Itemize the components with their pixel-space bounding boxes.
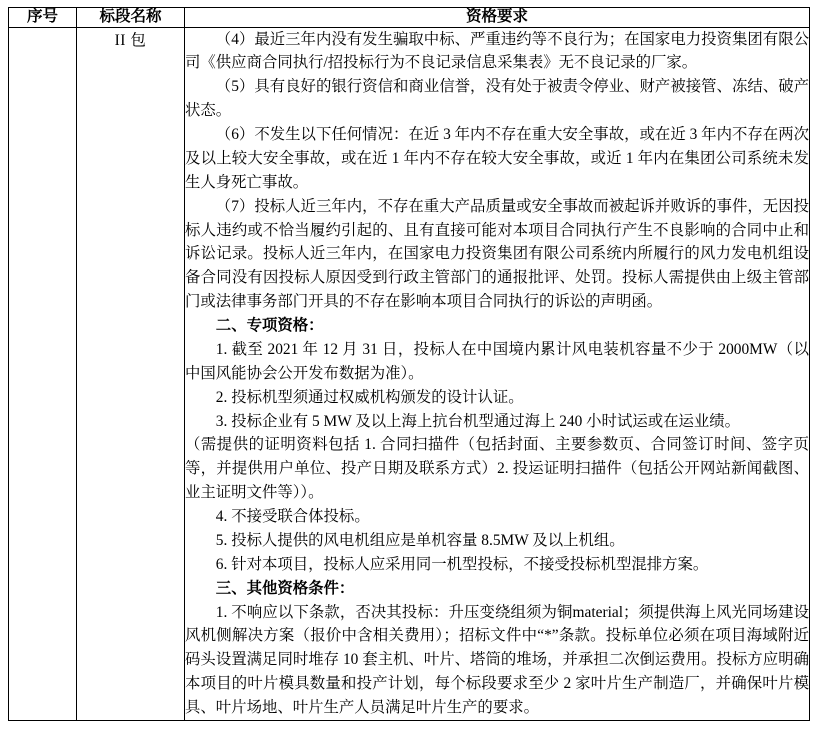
qualification-paragraph: 1. 不响应以下条款，否决其投标：升压变绕组须为铜material；须提供海上风光同场建设风机侧解决方案（报价中含相关费用）；招标文件中“*”条款。投标单位必须在项目海域附近码头设置满足同时堆存 10 套主机、叶片、塔筒的堆场，并承担二次倒运费用。投标方应明确本项目的叶片模具数量和投产计划，每个标段要求至少 2 家叶片生产制造厂，并确保叶片模具、叶片场地、叶片生产人员满足叶片生产的要求。	[185, 603, 809, 717]
qualification-section-heading: 二、专项资格：	[215, 317, 324, 335]
qualification-paragraph: （7）投标人近三年内，不存在重大产品质量或安全事故而被起诉并败诉的事件，无因投标人违约或不恰当履约引起的、且有直接可能对本项目合同执行产生不良影响的合同中止和诉讼记录。投标人近三年内，在国家电力投资集团有限公司系统内所履行的风力发电机组设备合同没有因投标人原因受到行政主管部门的通报批评、处罚。投标人需提供由上级主管部门或法律事务部门开具的不存在影响本项目合同执行的诉讼的声明函。	[185, 197, 809, 311]
qualification-paragraph: 2. 投标机型须通过权威机构颁发的设计认证。	[215, 388, 524, 406]
cell-index	[9, 27, 77, 720]
qualification-paragraph: 3. 投标企业有 5 MW 及以上海上抗台机型通过海上 240 小时试运或在运业绩。	[215, 412, 741, 430]
column-header-index: 序号	[9, 8, 77, 28]
cell-qualification-content	[185, 27, 810, 720]
qualification-paragraph: 4. 不接受联合体投标。	[215, 508, 370, 526]
qualification-paragraph: 6. 针对本项目，投标人应采用同一机型投标，不接受投标机型混排方案。	[215, 555, 709, 573]
qualification-paragraph: （4）最近三年内没有发生骗取中标、严重违约等不良行为；在国家电力投资集团有限公司《供应商合同执行/招投标行为不良记录信息采集表》无不良记录的厂家。	[185, 30, 809, 72]
qualification-paragraph-list	[185, 28, 809, 720]
qualification-section-heading: 三、其他资格条件：	[215, 579, 355, 597]
table-header-row	[9, 8, 810, 28]
qualification-paragraph: 1. 截至 2021 年 12 月 31 日，投标人在中国境内累计风电装机容量不少于 2000MW（以中国风能协会公开发布数据为准）。	[185, 340, 809, 382]
qualification-paragraph: （6）不发生以下任何情况：在近 3 年内不存在重大安全事故，或在近 3 年内不存在两次及以上较大安全事故，或在近 1 年内不存在较大安全事故，或近 1 年内在集团公司系统未发生人身死亡事故。	[185, 126, 809, 191]
qualification-paragraph: （需提供的证明资料包括 1. 合同扫描件（包括封面、主要参数页、合同签订时间、签字页等，并提供用户单位、投产日期及联系方式）2. 投运证明扫描件（包括公开网站新闻截图、业主证明文件等））。	[185, 436, 809, 502]
table-row	[9, 27, 810, 720]
cell-package-name: II 包	[77, 27, 185, 720]
column-header-qualification: 资格要求	[185, 8, 810, 28]
qualification-paragraph: （5）具有良好的银行资信和商业信誉，没有处于被责令停业、财产被接管、冻结、破产状态。	[185, 78, 809, 120]
column-header-package-name: 标段名称	[77, 8, 185, 28]
qualification-requirements-table	[8, 7, 810, 721]
qualification-paragraph: 5. 投标人提供的风电机组应是单机容量 8.5MW 及以上机组。	[215, 531, 625, 549]
